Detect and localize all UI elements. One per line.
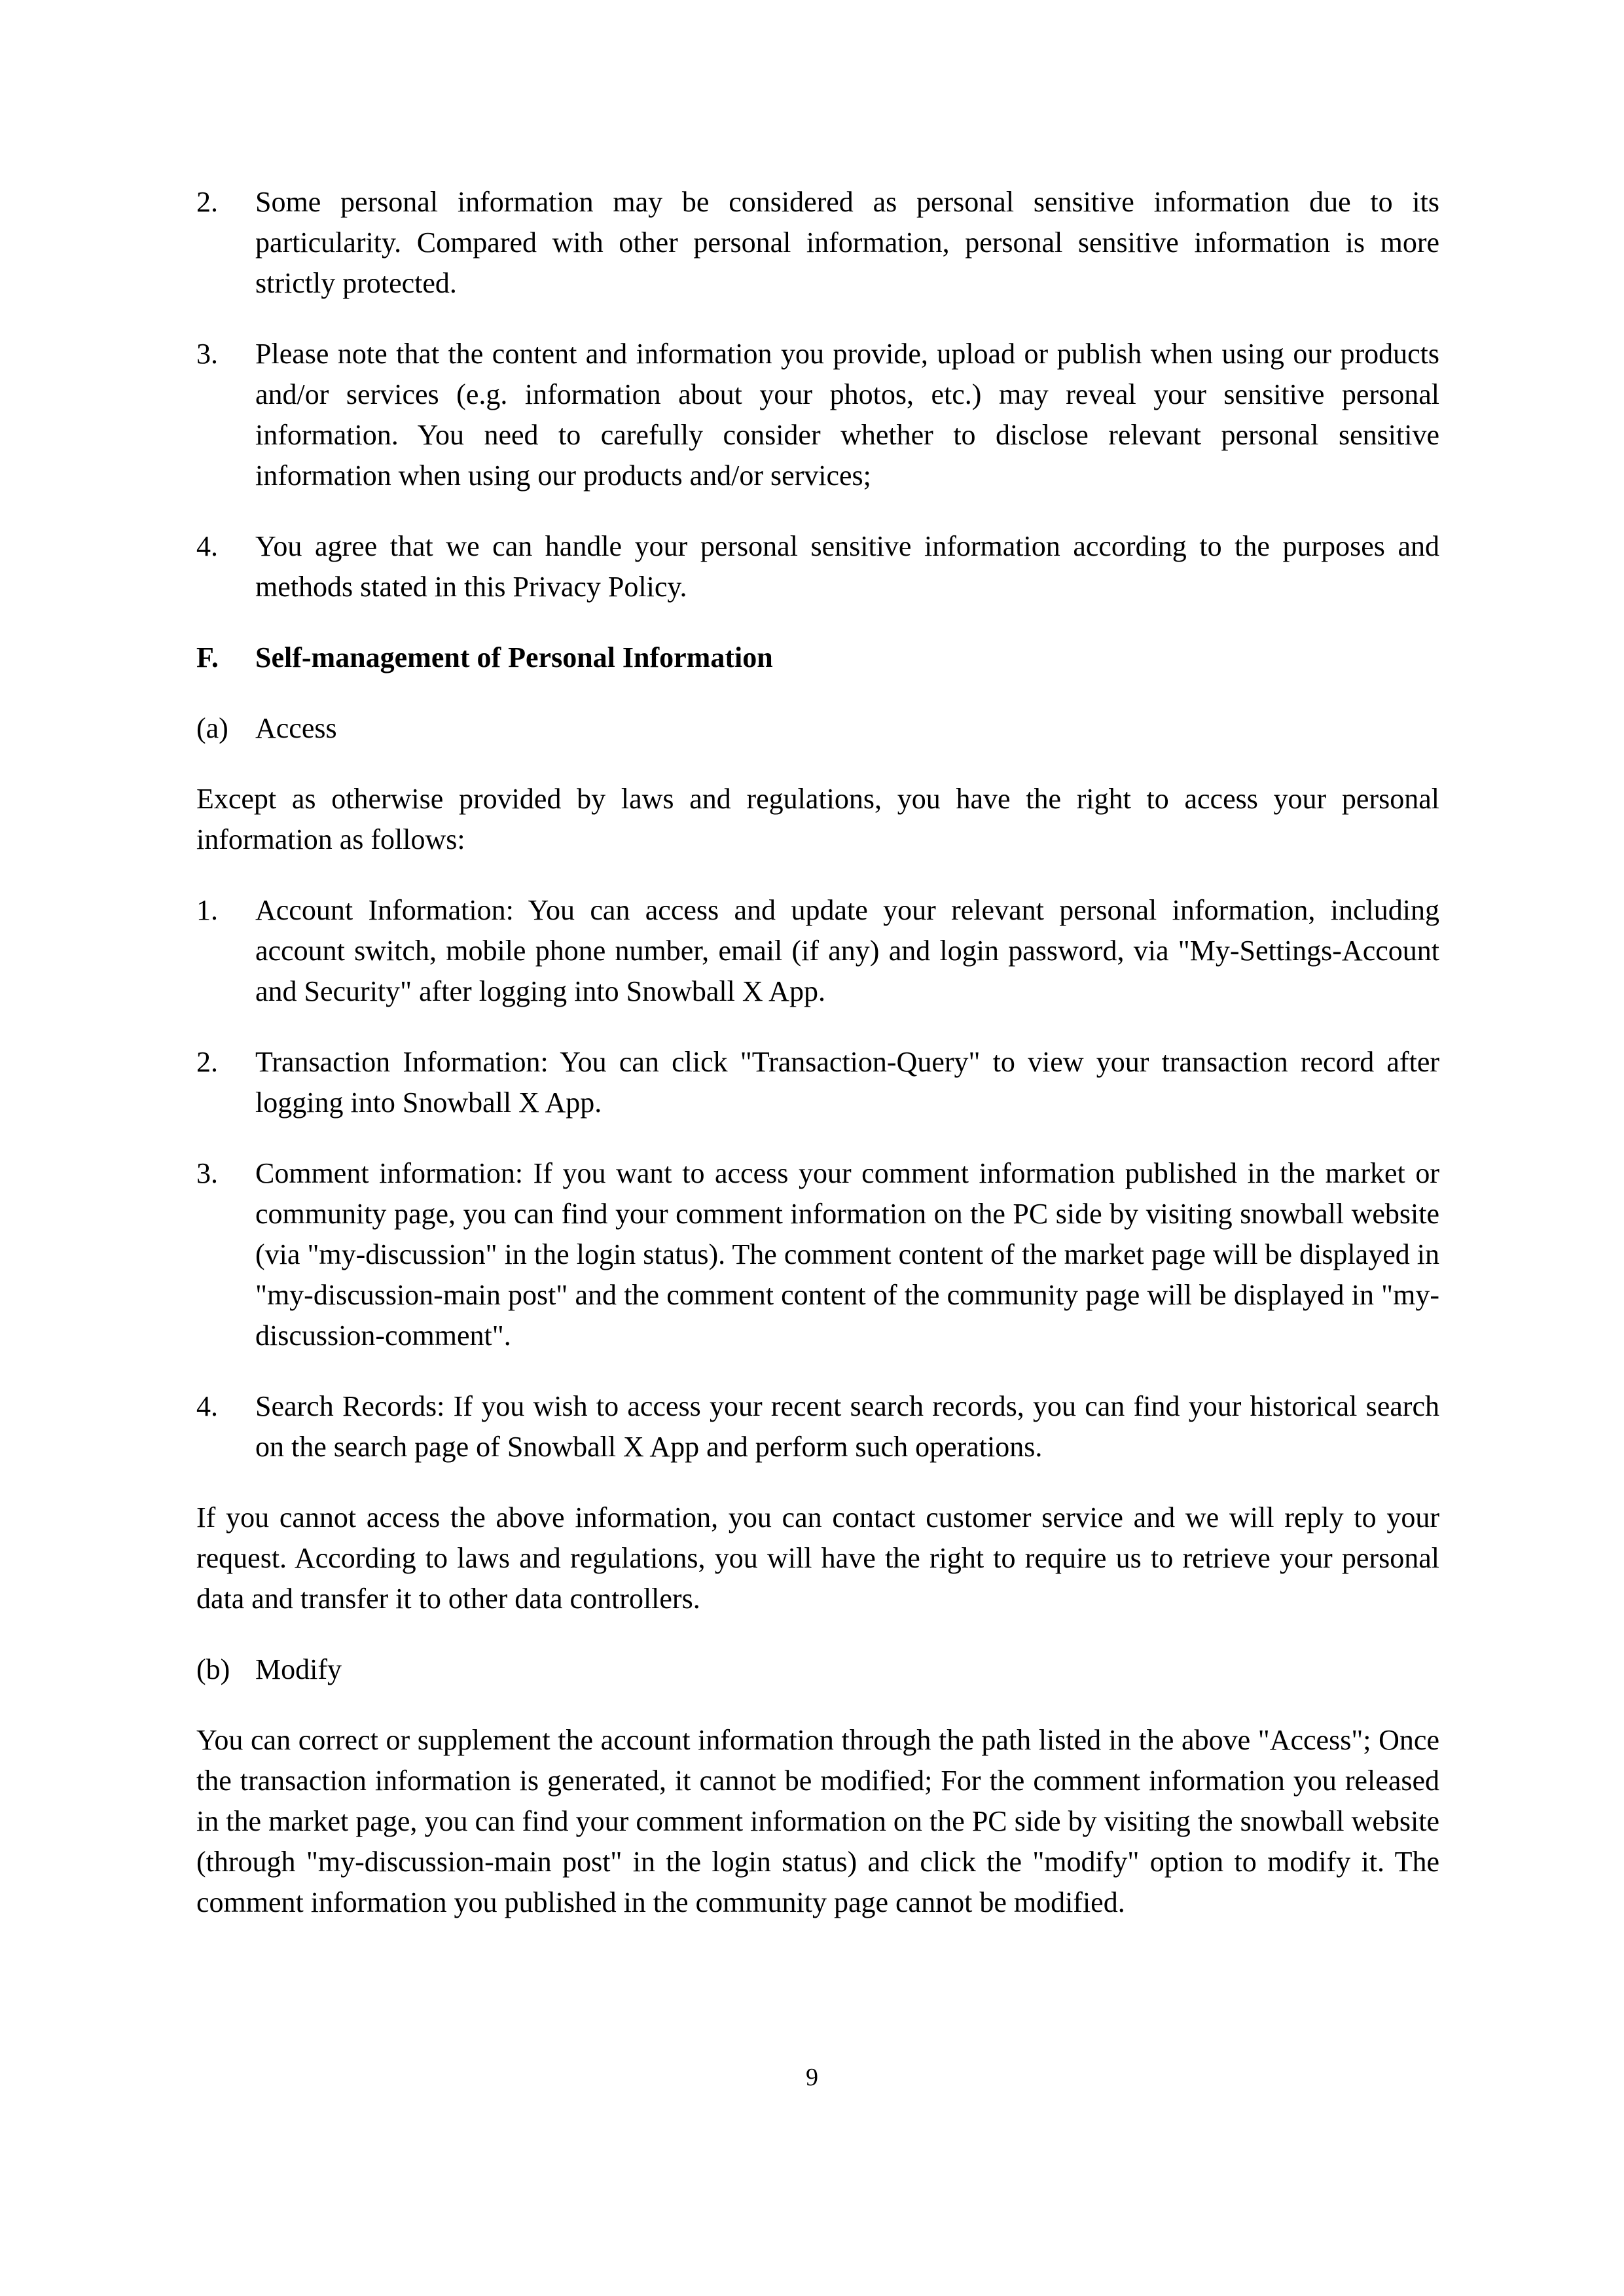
list-item-text: Transaction Information: You can click "Transaction-Query" to view your transaction record after logging into Snowball X App. (255, 1046, 1439, 1119)
subsection-letter: (b) (196, 1653, 230, 1685)
access-list-item-2 (196, 1042, 1439, 1123)
paragraph-modify: You can correct or supplement the account information through the path listed in the above "Access"; Once the transaction information is generated, it cannot be modified; For the comment information you released in the market page, you can find your comment information on the PC side by visiting the snowball website (through "my-discussion-main post" in the login status) and click the "modify" option to modify it. The comment information you published in the community page cannot be modified. (196, 1724, 1439, 1918)
subsection-title: Modify (255, 1653, 342, 1685)
paragraph-access-footer: If you cannot access the above information, you can contact customer service and we will reply to your request. According to laws and regulations, you will have the right to require us to retrieve your personal data and transfer it to other data controllers. (196, 1501, 1439, 1615)
list-item-number: 3. (196, 1157, 218, 1189)
list-item-number: 2. (196, 1046, 218, 1078)
list-item-text: Please note that the content and information you provide, upload or publish when using our products and/or services (e.g. information about your photos, etc.) may reveal your sensitive personal information. You need to carefully consider whether to disclose relevant personal sensitive information when using our products and/or services; (255, 338, 1439, 492)
access-list-item-1 (196, 890, 1439, 1012)
list-item-top-2 (196, 182, 1439, 304)
subsection-b-label (196, 1649, 1439, 1690)
section-heading-f (196, 637, 1439, 678)
list-item-text: Comment information: If you want to access your comment information published in the market or community page, you can find your comment information on the PC side by visiting snowball website (via "my-discussion" in the login status). The comment content of the market page will be displayed in "my-discussion-main post" and the comment content of the community page will be displayed in "my-discussion-comment". (255, 1157, 1439, 1352)
list-item-text: Search Records: If you wish to access your recent search records, you can find your historical search on the search page of Snowball X App and perform such operations. (255, 1390, 1439, 1463)
list-item-number: 1. (196, 894, 218, 926)
subsection-a-label (196, 708, 1439, 749)
list-item-number: 3. (196, 338, 218, 370)
list-item-text: Account Information: You can access and update your relevant personal information, including account switch, mobile phone number, email (if any) and login password, via "My-Settings-Account and Security" after logging into Snowball X App. (255, 894, 1439, 1007)
list-item-top-3 (196, 334, 1439, 496)
subsection-letter: (a) (196, 712, 228, 744)
section-heading-letter: F. (196, 641, 219, 673)
list-item-text: Some personal information may be considered as personal sensitive information due to its particularity. Compared with other personal information, personal sensitive information is more strictly protected. (255, 186, 1439, 299)
list-item-top-4 (196, 526, 1439, 607)
list-item-number: 4. (196, 530, 218, 562)
list-item-number: 4. (196, 1390, 218, 1422)
list-item-number: 2. (196, 186, 218, 218)
access-list-item-3 (196, 1153, 1439, 1356)
section-heading-title: Self-management of Personal Information (255, 641, 773, 673)
access-list-item-4 (196, 1386, 1439, 1467)
list-item-text: You agree that we can handle your personal sensitive information according to the purposes and methods stated in this Privacy Policy. (255, 530, 1439, 603)
paragraph-access-intro: Except as otherwise provided by laws and regulations, you have the right to access your personal information as follows: (196, 783, 1439, 855)
page-number: 9 (806, 2064, 818, 2091)
subsection-title: Access (255, 712, 337, 744)
